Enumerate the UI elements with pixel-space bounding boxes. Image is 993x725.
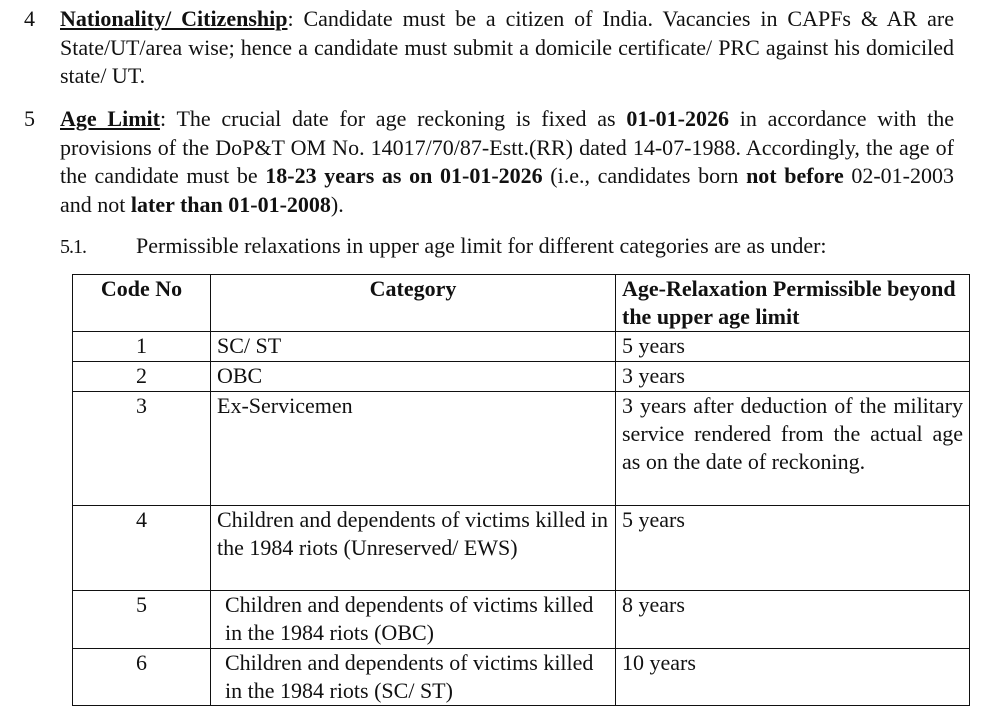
table-row xyxy=(73,392,970,506)
cell-relaxation: 8 years xyxy=(616,591,970,649)
cell-relaxation: 3 years xyxy=(616,362,970,392)
table-row xyxy=(73,591,970,649)
not-before-label: not before xyxy=(746,163,844,188)
table-row xyxy=(73,362,970,392)
cell-category: Children and dependents of victims killed in the 1984 riots (Unreserved/ EWS) xyxy=(211,506,616,591)
crucial-date: 01-01-2026 xyxy=(626,106,729,131)
clause-number: 4 xyxy=(24,6,35,31)
cell-relaxation: 5 years xyxy=(616,506,970,591)
clause-heading: Age Limit xyxy=(60,106,160,131)
age-range: 18-23 years as on 01-01-2026 xyxy=(265,163,543,188)
cell-code: 2 xyxy=(73,362,211,392)
table-row xyxy=(73,506,970,591)
clause-text: : Candidate must be a citizen of India. Vacancies in CAPFs & AR are State/UT/area wise; hence a candidate must submit a domicile certificate/ PRC against his domiciled state/ UT. xyxy=(60,6,955,88)
clause-body xyxy=(60,5,954,91)
cell-code: 1 xyxy=(73,332,211,362)
cell-relaxation: 10 years xyxy=(616,649,970,706)
table-row xyxy=(73,332,970,362)
cell-code: 4 xyxy=(73,506,211,591)
header-code-no: Code No xyxy=(73,275,211,332)
cell-code: 6 xyxy=(73,649,211,706)
clause-number: 5 xyxy=(24,106,35,131)
table-header-row xyxy=(73,275,970,332)
later-than-date: later than 01-01-2008 xyxy=(130,191,331,217)
clause-text: ). xyxy=(330,191,344,217)
clause-text: 02-01-2003 and not xyxy=(60,163,955,217)
cell-category: SC/ ST xyxy=(211,332,616,362)
clause-body xyxy=(60,105,954,219)
cell-category: OBC xyxy=(211,362,616,392)
clause-text: in accordance with the provisions of the DoP&T OM No. 14017/70/87-Estt.(RR) dated 14-07-1988. Accordingly, the age of the candidate must be xyxy=(60,106,955,188)
cell-relaxation: 5 years xyxy=(616,332,970,362)
header-age-relaxation: Age-Relaxation Permissible beyond the upper age limit xyxy=(616,275,970,332)
cell-category: Children and dependents of victims killed in the 1984 riots (SC/ ST) xyxy=(211,649,616,706)
clause-text: : The crucial date for age reckoning is fixed as xyxy=(159,106,627,131)
clause-nationality xyxy=(24,5,954,91)
sub-clause-5-1 xyxy=(60,232,827,261)
age-relaxation-table xyxy=(72,274,970,706)
cell-category: Ex-Servicemen xyxy=(211,392,616,506)
sub-clause-text: Permissible relaxations in upper age limit for different categories are as under: xyxy=(136,233,827,258)
cell-code: 5 xyxy=(73,591,211,649)
header-category: Category xyxy=(211,275,616,332)
clause-heading: Nationality/ Citizenship xyxy=(60,6,288,31)
cell-relaxation: 3 years after deduction of the military service rendered from the actual age as on the date of reckoning. xyxy=(616,392,970,506)
clause-text: (i.e., candidates born xyxy=(542,163,747,188)
clause-age-limit xyxy=(24,105,954,219)
sub-clause-number: 5.1. xyxy=(60,236,86,258)
cell-code: 3 xyxy=(73,392,211,506)
cell-category: Children and dependents of victims killed in the 1984 riots (OBC) xyxy=(211,591,616,649)
table-row xyxy=(73,649,970,706)
